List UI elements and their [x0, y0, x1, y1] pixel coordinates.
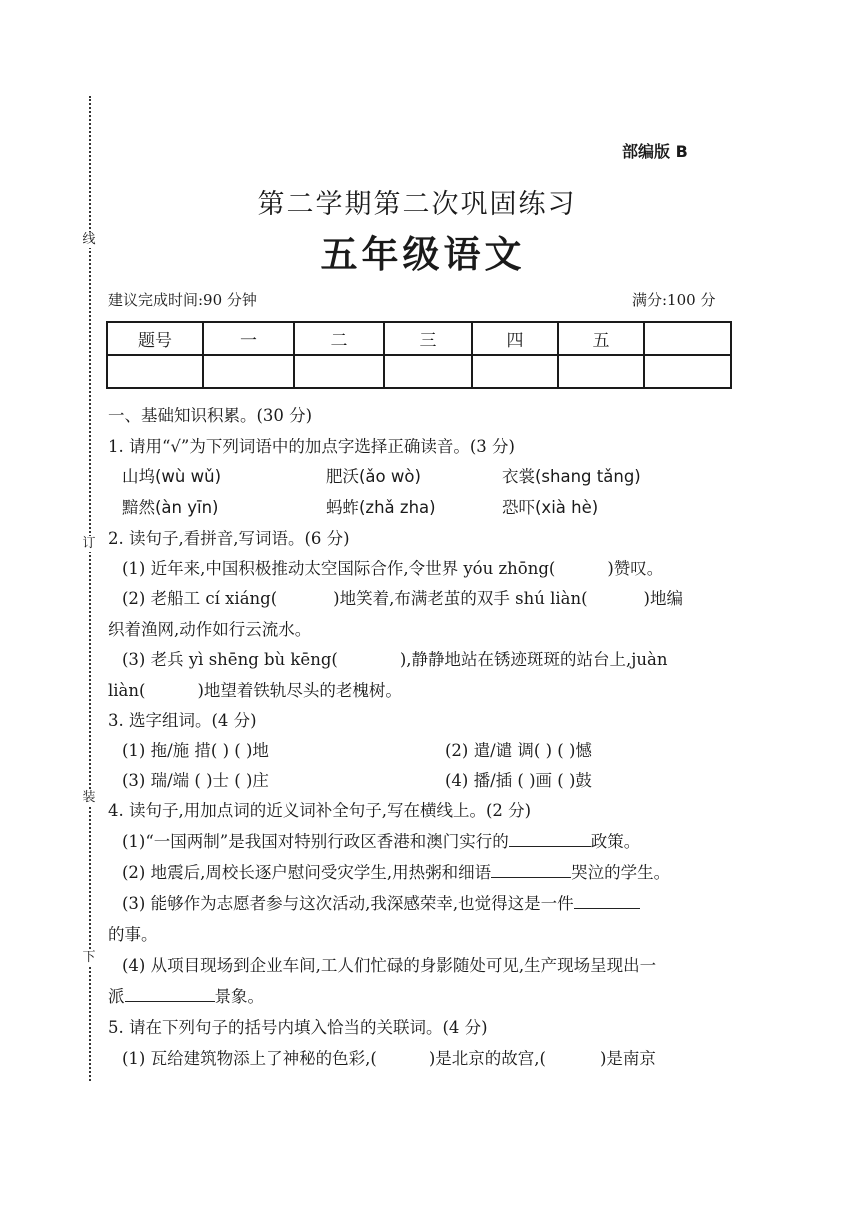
score-header-cell: [644, 322, 731, 355]
q4-sentence-2: [108, 859, 670, 883]
q4-sentence-3-cont: 的事。: [108, 925, 158, 944]
q4-sentence-1: [108, 828, 640, 852]
score-header-cell: 三: [384, 322, 472, 355]
question-3-prompt: 3. 选字组词。(4 分): [108, 711, 257, 730]
q2-s3-cont-end: )地望着铁轨尽头的老槐树。: [197, 681, 402, 700]
edition-label: 部编版 B: [622, 142, 688, 161]
section-heading: 一、基础知识积累。(30 分): [108, 406, 313, 425]
time-info: 建议完成时间:90 分钟: [108, 291, 257, 309]
score-cell[interactable]: [472, 355, 558, 388]
score-header-cell: 五: [558, 322, 644, 355]
exam-title: 五年级语文: [320, 233, 526, 276]
score-table-score-row: [107, 355, 731, 388]
score-header-cell: 四: [472, 322, 558, 355]
q2-sentence-1: [108, 555, 663, 579]
question-1-prompt: 1. 请用“√”为下列词语中的加点字选择正确读音。(3 分): [108, 437, 515, 456]
q5-s1-text: (1) 瓦给建筑物添上了神秘的色彩,(: [122, 1049, 377, 1068]
binding-mark-xia: 下: [80, 950, 98, 966]
answer-underline[interactable]: [509, 832, 591, 847]
answer-underline[interactable]: [125, 987, 215, 1002]
q4-sentence-4-cont: [108, 983, 264, 1007]
exam-subtitle: 第二学期第二次巩固练习: [257, 189, 577, 220]
q2-s2-text: (2) 老船工 cí xiáng(: [122, 589, 278, 608]
question-4-prompt: 4. 读句子,用加点词的近义词补全句子,写在横线上。(2 分): [108, 801, 532, 820]
answer-underline[interactable]: [574, 894, 640, 909]
q2-s2-text-end: )地编: [643, 589, 683, 608]
q2-s1-text-end: )赞叹。: [607, 559, 664, 578]
q1-item-a: 山坞(wù wǔ): [122, 467, 222, 486]
q1-item-e: 蚂蚱(zhǎ zha): [326, 498, 436, 517]
q1-item-b: 肥沃(ǎo wò): [326, 467, 421, 486]
q1-item-c: 衣裳(shang tǎng): [502, 467, 641, 486]
q4-s4-cont-text: 派: [108, 987, 125, 1006]
q4-s1-text-end: 政策。: [590, 832, 641, 851]
q2-s2-text-mid: )地笑着,布满老茧的双手 shú liàn(: [333, 589, 588, 608]
q5-s1-text-end: )是南京: [599, 1049, 656, 1068]
full-score: 满分:100 分: [632, 291, 716, 309]
q4-s3-text: (3) 能够作为志愿者参与这次活动,我深感荣幸,也觉得这是一件: [122, 894, 574, 913]
q2-sentence-3: [108, 646, 667, 670]
score-table: [106, 321, 732, 389]
score-cell[interactable]: [107, 355, 203, 388]
q2-s3-text-end: ),静静地站在锈迹斑斑的站台上,juàn: [399, 650, 668, 669]
score-cell[interactable]: [644, 355, 731, 388]
q5-sentence-1: [108, 1045, 656, 1069]
q4-s4-cont-end: 景象。: [214, 987, 264, 1006]
q3-item-4: (4) 播/插 ( )画 ( )鼓: [445, 771, 592, 790]
score-header-cell: 题号: [107, 322, 203, 355]
q2-s1-text: (1) 近年来,中国积极推动太空国际合作,令世界 yóu zhōng(: [122, 559, 556, 578]
q5-s1-text-mid: )是北京的故宫,(: [428, 1049, 546, 1068]
q4-s1-text: (1)“一国两制”是我国对特别行政区香港和澳门实行的: [122, 832, 509, 851]
question-2-prompt: 2. 读句子,看拼音,写词语。(6 分): [108, 529, 350, 548]
q4-sentence-3: [108, 890, 640, 914]
q2-sentence-2-cont: 织着渔网,动作如行云流水。: [108, 620, 312, 639]
score-table-header-row: [107, 322, 731, 355]
binding-mark-ding: 订: [80, 536, 98, 552]
q3-item-1: (1) 拖/施 措( ) ( )地: [122, 741, 269, 760]
binding-mark-xian: 线: [80, 232, 98, 248]
q2-s3-text: (3) 老兵 yì shēng bù kēng(: [122, 650, 338, 669]
q1-item-f: 恐吓(xià hè): [502, 498, 599, 517]
score-cell[interactable]: [558, 355, 644, 388]
q1-item-d: 黯然(àn yīn): [122, 498, 219, 517]
q2-sentence-3-cont: [108, 677, 402, 701]
q4-sentence-4: (4) 从项目现场到企业车间,工人们忙碌的身影随处可见,生产现场呈现出一: [122, 956, 657, 975]
score-header-cell: 一: [203, 322, 294, 355]
answer-underline[interactable]: [491, 863, 571, 878]
score-header-cell: 二: [294, 322, 384, 355]
q4-s2-text-end: 哭泣的学生。: [571, 863, 671, 882]
score-cell[interactable]: [203, 355, 294, 388]
score-cell[interactable]: [384, 355, 472, 388]
question-5-prompt: 5. 请在下列句子的括号内填入恰当的关联词。(4 分): [108, 1018, 488, 1037]
q4-s2-text: (2) 地震后,周校长逐户慰问受灾学生,用热粥和细语: [122, 863, 492, 882]
q2-sentence-2: [108, 585, 683, 609]
binding-mark-zhuang: 装: [80, 790, 98, 806]
q3-item-2: (2) 遣/谴 调( ) ( )憾: [445, 741, 592, 760]
score-cell[interactable]: [294, 355, 384, 388]
q3-item-3: (3) 瑞/端 ( )士 ( )庄: [122, 771, 269, 790]
q2-s3-cont-text: liàn(: [108, 681, 146, 700]
